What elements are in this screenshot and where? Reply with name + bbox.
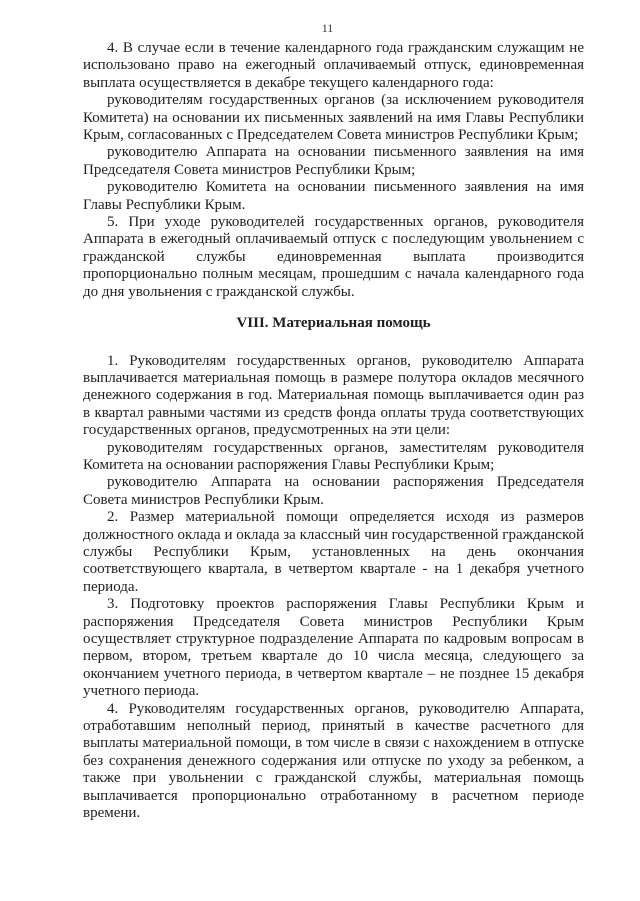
- paragraph-head-of-apparatus: руководителю Аппарата на основании письменного заявления на имя Председателя Совета министров Республики Крым;: [83, 144, 584, 178]
- paragraph-material-aid-amount: 1. Руководителям государственных органов, руководителю Аппарата выплачивается материальная помощь в размере полутора окладов месячного денежного содержания в год. Материальная помощь выплачивается один раз в квартал равными частями из средств фонда оплаты труда соответствующих государственных органов, предусмотренных на эти цели:: [83, 352, 584, 439]
- paragraph-unused-leave: 4. В случае если в течение календарного года гражданским служащим не использовано право на ежегодный оплачиваемый отпуск, единовременная выплата осуществляется в декабре текущего календарного года:: [83, 40, 584, 91]
- paragraph-aid-partial-period: 4. Руководителям государственных органов, руководителю Аппарата, отработавшим неполный период, принятый в качестве расчетного для выплаты материальной помощи, в том числе в связи с нахождением в отпуске без сохранения денежного содержания или отпуске по уходу за ребенком, а также при увольнении с гражданской службы, материальная помощь выплачивается пропорционально отработанному в расчетном периоде времени.: [83, 700, 584, 822]
- page-number: 11: [321, 21, 334, 35]
- paragraph-aid-orders-preparation: 3. Подготовку проектов распоряжения Главы Республики Крым и распоряжения Председателя Совета министров Республики Крым осуществляет структурное подразделение Аппарата по кадровым вопросам в первом, втором, третьем квартале до 10 числа месяца, следующего за окончанием учетного периода, в четвертом квартале – не позднее 15 декабря учетного периода.: [83, 596, 584, 700]
- paragraph-aid-heads-deputies: руководителям государственных органов, заместителям руководителя Комитета на основании распоряжения Главы Республики Крым;: [83, 439, 584, 473]
- paragraph-head-of-committee: руководителю Комитета на основании письменного заявления на имя Главы Республики Крым.: [83, 179, 584, 213]
- section-title: VIII. Материальная помощь: [236, 315, 431, 332]
- paragraph-aid-head-of-apparatus: руководителю Аппарата на основании распоряжения Председателя Совета министров Республики Крым.: [83, 474, 584, 508]
- paragraph-aid-size: 2. Размер материальной помощи определяется исходя из размеров должностного оклада и оклада за классный чин государственной гражданской службы Республики Крым, установленных на день окончания соответствующего квартала, в четвертом квартале - на 1 декабря учетного периода.: [83, 509, 584, 595]
- paragraph-leave-with-dismissal: 5. При уходе руководителей государственных органов, руководителя Аппарата в ежегодный оплачиваемый отпуск с последующим увольнением с гражданской службы единовременная выплата производится пропорционально полным месяцам, прошедшим с начала календарного года до дня увольнения с гражданской службы.: [83, 214, 584, 300]
- paragraph-heads-of-bodies: руководителям государственных органов (за исключением руководителя Комитета) на основании их письменных заявлений на имя Главы Республики Крым, согласованных с Председателем Совета министров Республики Крым;: [83, 92, 584, 144]
